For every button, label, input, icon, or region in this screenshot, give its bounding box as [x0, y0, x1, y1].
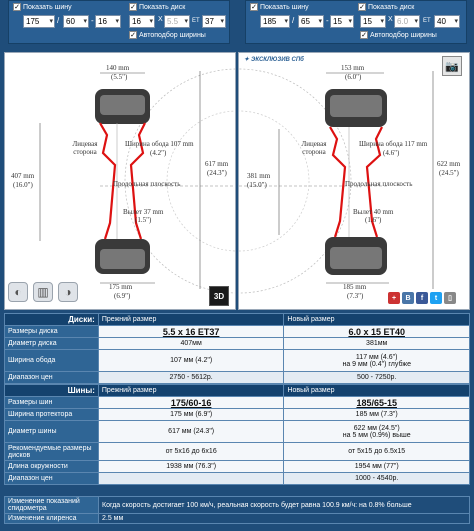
plus-share-icon[interactable]: + [388, 292, 400, 304]
vk-icon[interactable]: В [402, 292, 414, 304]
rims-table [4, 313, 470, 384]
col-prev-header: Прежний размер [98, 385, 284, 397]
show-rim-checkbox-right[interactable]: ✓ Показать диск [359, 3, 415, 11]
table-row: Диапазон цен 2750 - 5612р. 500 - 7250р. [5, 372, 470, 384]
table-row: Рекомендуемые размеры дисков от 5x16 до 6x16 от 5x15 до 6.5x15 [5, 443, 470, 461]
table-row: Диаметр шины 617 мм (24.3") 622 мм (24.5") на 5 мм (0.9%) выше [5, 421, 470, 443]
view-front-icon[interactable]: ◐ [8, 282, 28, 302]
checkbox-checked-icon: ✓ [361, 31, 367, 39]
rim-diameter-select-right[interactable]: 15 ▾ [360, 15, 386, 28]
show-tire-checkbox-left[interactable]: ✓ Показать шину [14, 3, 72, 11]
table-row: Ширина обода 107 мм (4.2") 117 мм (4.6") на 9 мм (0.4") глубже [5, 350, 470, 372]
right-controls-panel: ✓ Показать шину ✓ Показать диск 185 ▾ / 65 ▾ - 15 ▾ 15 ▾ X 6.0 ▾ ET 40 ▾ ✓ Автоподбор ширины [245, 0, 467, 44]
checkbox-checked-icon: ✓ [14, 3, 20, 11]
rim-diameter-select-left[interactable]: 16 ▾ [129, 15, 155, 28]
social-buttons [388, 292, 456, 304]
col-prev-header: Прежний размер [98, 314, 284, 326]
table-row: Изменение показаний спидометра Когда скорость достигает 100 км/ч, реальная скорость будет равна 100.9 км/ч: на 0.8% больше [5, 497, 470, 514]
view-3d-button[interactable]: 3D [209, 286, 229, 306]
et-select-right[interactable]: 40 ▾ [434, 15, 460, 28]
col-new-header: Новый размер [284, 385, 470, 397]
rims-table-title: Диски: [5, 314, 99, 326]
tire-profile-select-left[interactable]: 60 ▾ [63, 15, 89, 28]
et-select-left[interactable]: 37 ▾ [202, 15, 226, 28]
facebook-icon[interactable]: f [416, 292, 428, 304]
checkbox-checked-icon: ✓ [251, 3, 257, 11]
table-row: Диаметр диска 407мм 381мм [5, 338, 470, 350]
auto-width-checkbox-right[interactable]: ✓ Автоподбор ширины [361, 31, 437, 39]
twitter-icon[interactable]: t [430, 292, 442, 304]
rim-width-select-right[interactable]: 6.0 ▾ [394, 15, 420, 28]
left-tire-diagram: 140 mm (5.5") Лицевая сторона Ширина обода 107 mm (4.2") 407 mm (16.0") 617 mm (24.3") Продольная плоскость Вылет 37 mm (1.5") 175 mm (6.9") [4, 52, 236, 310]
tire-width-select-left[interactable]: 175 ▾ [23, 15, 55, 28]
tire-width-select-right[interactable]: 185 ▾ [260, 15, 290, 28]
right-tire-diagram: 153 mm (6.0") Лицевая сторона Ширина обода 117 mm (4.6") 381 mm (15.0") 622 mm (24.5") Продольная плоскость Вылет 40 mm (1.6") 185 mm (7.3") [238, 52, 470, 310]
rim-width-select-left[interactable]: 5.5 ▾ [164, 15, 190, 28]
view-side-icon[interactable]: ▥ [33, 282, 53, 302]
table-row: Размеры диска 5.5 x 16 ET37 6.0 x 15 ET40 [5, 326, 470, 338]
left-controls-panel: ✓ Показать шину ✓ Показать диск 175 ▾ / 60 ▾ - 16 ▾ 16 ▾ X 5.5 ▾ ET 37 ▾ ✓ Автоподбор ширины [8, 0, 230, 44]
checkbox-checked-icon: ✓ [130, 3, 136, 11]
table-row: Длина окружности 1938 мм (76.3") 1954 мм (77") [5, 461, 470, 473]
tire-rim-select-right[interactable]: 15 ▾ [330, 15, 354, 28]
table-row: Изменение клиренса 2.5 мм [5, 514, 470, 524]
table-row: Ширина протектора 175 мм (6.9") 185 мм (7.3") [5, 409, 470, 421]
summary-table [4, 496, 470, 524]
auto-width-checkbox-left[interactable]: ✓ Автоподбор ширины [130, 31, 206, 39]
tire-rim-select-left[interactable]: 16 ▾ [95, 15, 121, 28]
table-row: Диапазон цен 1000 - 4540р. [5, 473, 470, 485]
tires-table [4, 384, 470, 485]
view-tools [8, 282, 78, 302]
table-row: Размеры шин 175/60-16 185/65-15 [5, 397, 470, 409]
view-rotate-icon[interactable]: ◑ [58, 282, 78, 302]
checkbox-checked-icon: ✓ [130, 31, 136, 39]
tire-profile-select-right[interactable]: 65 ▾ [298, 15, 324, 28]
col-new-header: Новый размер [284, 314, 470, 326]
show-tire-checkbox-right[interactable]: ✓ Показать шину [251, 3, 309, 11]
show-rim-checkbox-left[interactable]: ✓ Показать диск [130, 3, 186, 11]
logo-mark-icon: ✦ [244, 57, 250, 63]
tires-table-title: Шины: [5, 385, 99, 397]
camera-icon[interactable]: 📷 [442, 56, 462, 76]
brand-logo: ✦ ЭКСКЛЮЗИВ СПб [244, 56, 304, 63]
checkbox-checked-icon: ✓ [359, 3, 365, 11]
mobile-icon[interactable]: ▯ [444, 292, 456, 304]
